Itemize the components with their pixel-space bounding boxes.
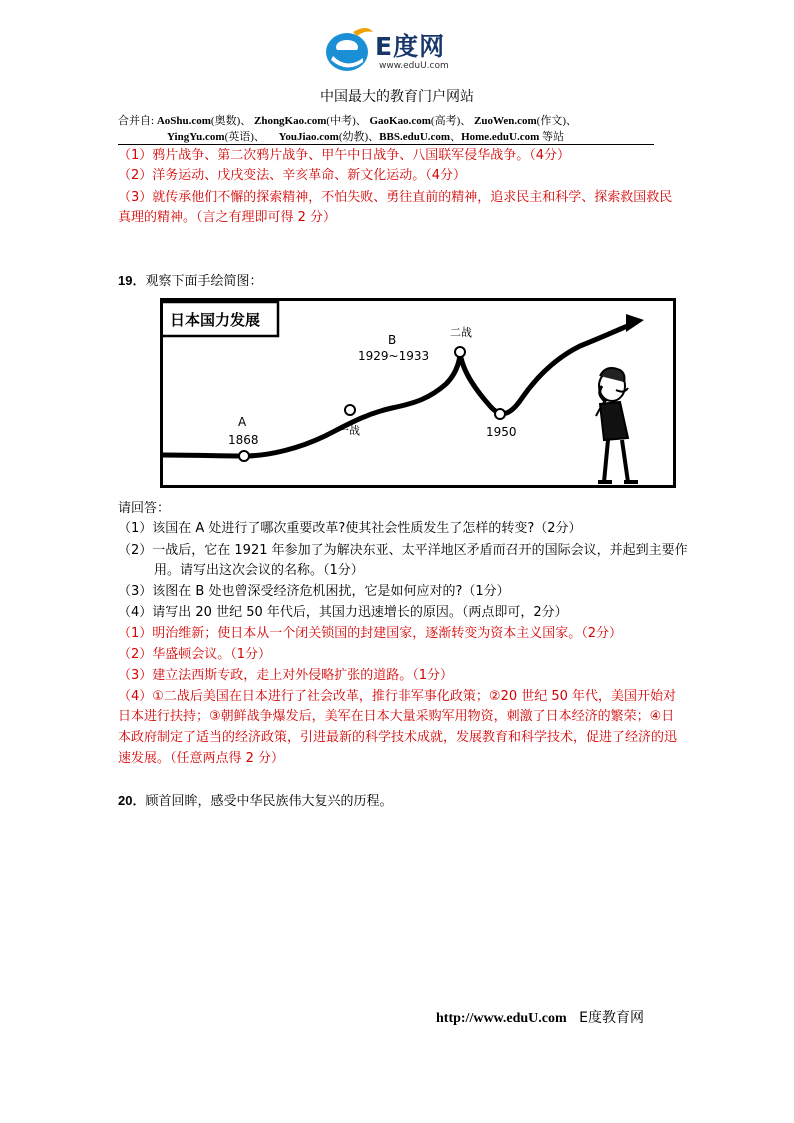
header-divider: [118, 144, 654, 145]
q18-answer-3: （3）就传承他们不懈的探索精神，不怕失败、勇往直前的精神，追求民主和科学、探索救国救民: [118, 190, 673, 205]
footer-site-name: E度教育网: [579, 1010, 644, 1026]
label-1950: 1950: [486, 425, 517, 439]
merge-suffix: 等站: [542, 131, 565, 143]
site-tag: (中考): [326, 115, 356, 127]
q19-question-4: （4）请写出 20 世纪 50 年代后，其国力迅速增长的原因。（两点即可，2分）: [118, 605, 568, 620]
logo-url: www.eduU.com: [379, 61, 449, 71]
q18-answer-2: （2）洋务运动、戊戌变法、辛亥革命、新文化运动。（4分）: [118, 168, 467, 183]
q19-question-3: （3）该图在 B 处也曾深受经济危机困扰，它是如何应对的?（1分）: [118, 584, 510, 599]
e-logo-icon: [323, 26, 375, 74]
site-tag: (奥数): [210, 115, 241, 127]
edu-logo: [323, 26, 483, 76]
site-tagline: 中国最大的教育门户网站: [320, 89, 474, 105]
japan-power-sketch: [160, 298, 676, 488]
label-war2: 二战: [450, 326, 472, 339]
site-link-aoshu[interactable]: AoShu.com: [156, 115, 211, 127]
q19-answer-4-cont-3: 速发展。（任意两点得 2 分）: [118, 751, 285, 766]
marker-war2: [455, 347, 465, 357]
q19-heading: [118, 271, 262, 292]
q19-answer-4-cont-2: 本政府制定了适当的经济政策，引进最新的科学技术成就，发展教育和科学技术，促进了经济的迅: [118, 730, 678, 745]
label-b: B: [388, 333, 397, 347]
q19-number: 19．: [118, 273, 146, 288]
site-link-bbs[interactable]: BBS.eduU.com: [379, 131, 451, 143]
marker-a: [239, 451, 249, 461]
merged-sites-line-1: 合并自: AoShu.com(奥数)、 ZhongKao.com(中考)、 GaoKao.com(高考)、 ZuoWen.com(作文)、: [118, 115, 577, 127]
page-footer: [436, 1007, 644, 1027]
q20-heading: [118, 791, 392, 812]
marker-war1: [345, 405, 355, 415]
q19-question-2-cont: 用。请写出这次会议的名称。（1分）: [154, 563, 364, 578]
site-link-youjiao[interactable]: YouJiao.com: [278, 131, 339, 143]
label-b-years: 1929~1933: [358, 349, 430, 363]
site-link-zuowen[interactable]: ZuoWen.com: [474, 115, 537, 127]
merge-prefix: 合并自:: [118, 115, 155, 127]
q19-question-2: （2）一战后，它在 1921 年参加了为解决东亚、太平洋地区矛盾而召开的国际会议，并起到主要作: [118, 543, 688, 558]
q18-answer-1: （1）鸦片战争、第二次鸦片战争、甲午中日战争、八国联军侵华战争。（4分）: [118, 148, 571, 163]
q19-prompt: 观察下面手绘简图：: [145, 274, 263, 289]
q19-answer-4: （4）①二战后美国在日本进行了社会改革，推行非军事化政策；②20 世纪 50 年代，美国开始对: [118, 689, 677, 704]
q19-answer-1: （1）明治维新；使日本从一个闭关锁国的封建国家，逐渐转变为资本主义国家。（2分）: [118, 626, 623, 641]
q19-answer-4-cont-1: 日本进行扶持；③朝鲜战争爆发后，美军在日本大量采购军用物资，刺激了日本经济的繁荣；④日: [118, 709, 675, 724]
merged-sites-line-2: YingYu.com(英语)、 YouJiao.com(幼教)、BBS.eduU.com、Home.eduU.com 等站: [167, 131, 565, 143]
label-war1: 一战: [338, 424, 360, 437]
q20-number: 20．: [118, 793, 146, 808]
q18-answer-3-cont: 真理的精神。（言之有理即可得 2 分）: [118, 210, 337, 225]
site-link-zhongkao[interactable]: ZhongKao.com: [253, 115, 327, 127]
label-a: A: [238, 415, 247, 429]
q19-ask: 请回答：: [118, 501, 171, 516]
q19-answer-3: （3）建立法西斯专政，走上对外侵略扩张的道路。（1分）: [118, 668, 454, 683]
site-tag: (高考): [430, 115, 461, 127]
site-tag: (幼教): [338, 131, 369, 143]
logo-title: E度网: [375, 32, 446, 61]
marker-1950: [495, 409, 505, 419]
q19-question-1: （1）该国在 A 处进行了哪次重要改革?使其社会性质发生了怎样的转变?（2分）: [118, 521, 582, 536]
site-link-home[interactable]: Home.eduU.com: [461, 131, 540, 143]
figure-title: 日本国力发展: [170, 311, 261, 329]
footer-url-link[interactable]: http://www.eduU.com: [436, 1011, 567, 1026]
q20-prompt: 顾首回眸，感受中华民族伟大复兴的历程。: [145, 794, 393, 809]
site-tag: (作文): [536, 115, 566, 127]
label-a-year: 1868: [228, 433, 259, 447]
site-tag: (英语): [224, 131, 254, 143]
site-link-yingyu[interactable]: YingYu.com: [167, 131, 225, 143]
q19-answer-2: （2）华盛顿会议。（1分）: [118, 647, 272, 662]
site-link-gaokao[interactable]: GaoKao.com: [369, 115, 431, 127]
